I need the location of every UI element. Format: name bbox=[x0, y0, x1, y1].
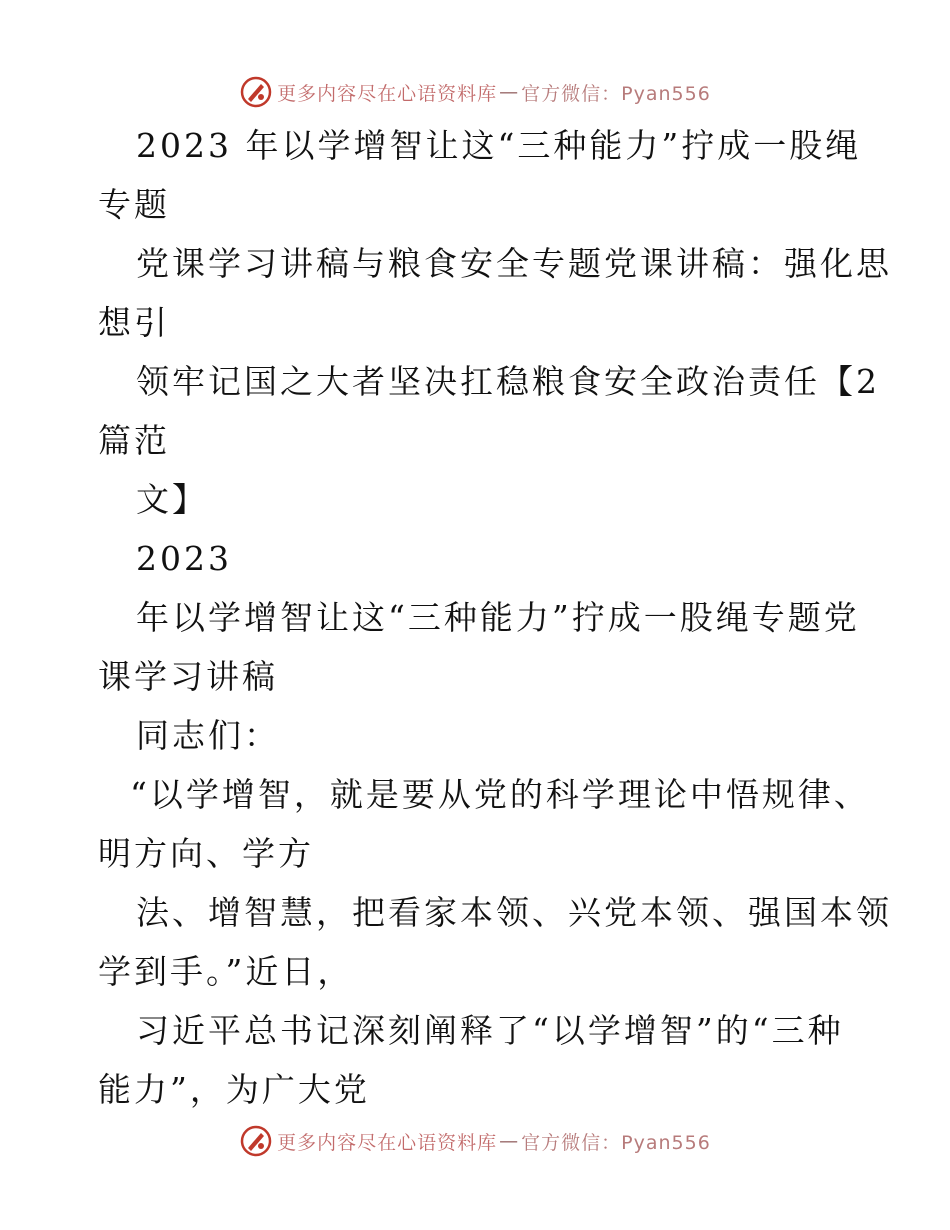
watermark-brand: 更多内容尽在心语资料库 bbox=[277, 1131, 498, 1154]
text-line: 年以学增智让这“三种能力”拧成一股绳专题党 bbox=[136, 598, 860, 637]
watermark-separator: — bbox=[499, 1130, 520, 1152]
text-line: 2023 bbox=[136, 539, 232, 578]
text-line: 领牢记国之大者坚决扛稳粮食安全政治责任【2 bbox=[136, 362, 880, 401]
watermark-footer bbox=[0, 1121, 950, 1161]
watermark-separator: — bbox=[499, 81, 520, 103]
text-line: 专题 bbox=[98, 185, 170, 224]
text-line: 明方向、学方 bbox=[98, 834, 314, 873]
watermark-contact: 官方微信：Pyan556 bbox=[521, 82, 711, 105]
document-body bbox=[98, 116, 892, 1119]
watermark-contact: 官方微信：Pyan556 bbox=[521, 1131, 711, 1154]
pen-logo-icon bbox=[239, 1124, 273, 1158]
text-line: “以学增智，就是要从党的科学理论中悟规律、 bbox=[130, 775, 870, 814]
watermark-header bbox=[0, 72, 950, 112]
text-line: 文】 bbox=[136, 480, 208, 519]
text-line: 能力”，为广大党 bbox=[98, 1070, 370, 1109]
text-line: 课学习讲稿 bbox=[98, 657, 278, 696]
text-line: 习近平总书记深刻阐释了“以学增智”的“三种 bbox=[136, 1011, 844, 1050]
watermark-brand: 更多内容尽在心语资料库 bbox=[277, 82, 498, 105]
text-line: 2023 年以学增智让这“三种能力”拧成一股绳 bbox=[136, 126, 862, 165]
text-line: 同志们： bbox=[136, 716, 280, 755]
text-line: 学到手。”近日， bbox=[98, 952, 354, 991]
text-line: 篇范 bbox=[98, 421, 170, 460]
text-line: 想引 bbox=[98, 303, 170, 342]
text-line: 党课学习讲稿与粮食安全专题党课讲稿：强化思 bbox=[136, 244, 892, 283]
pen-logo-icon bbox=[239, 75, 273, 109]
text-line: 法、增智慧，把看家本领、兴党本领、强国本领 bbox=[136, 893, 892, 932]
